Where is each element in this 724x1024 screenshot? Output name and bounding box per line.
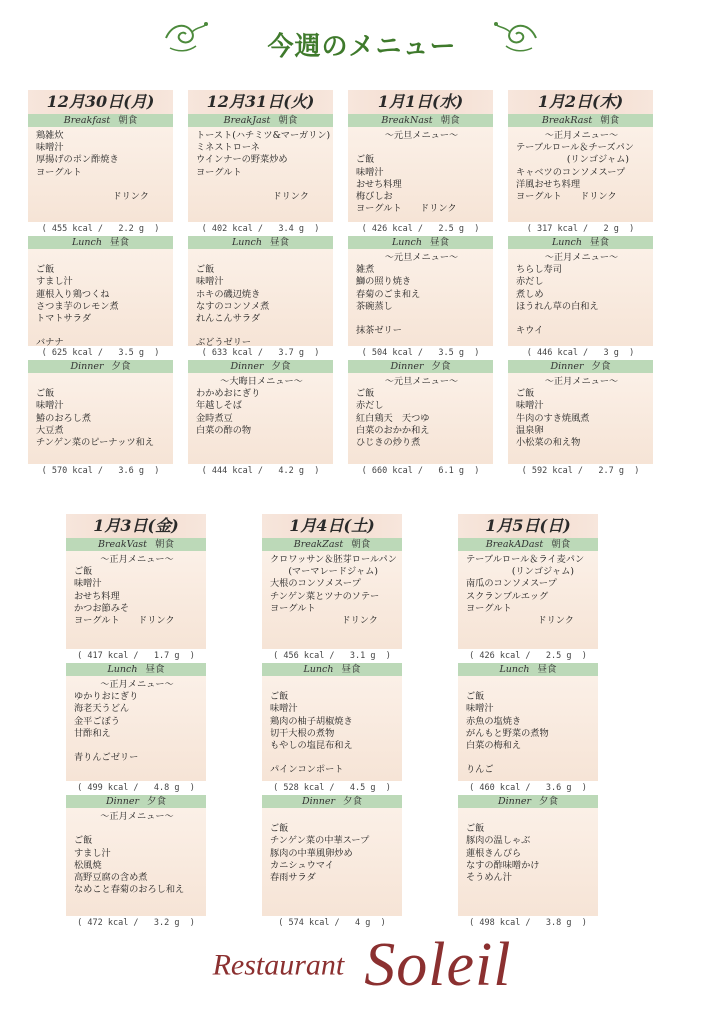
meal-items bbox=[188, 127, 333, 222]
menu-item: ご飯 bbox=[196, 264, 215, 276]
menu-item: 甘酢和え bbox=[74, 727, 111, 739]
nutrition-info: ( 317 kcal / 2 g ) bbox=[526, 224, 635, 234]
meal-block bbox=[66, 538, 206, 663]
menu-item: テーブルロール＆チーズパン bbox=[516, 142, 634, 154]
menu-item bbox=[516, 313, 647, 325]
menu-item: テーブルロール＆ライ麦パン bbox=[466, 554, 585, 565]
menu-item: 味噌汁 bbox=[36, 400, 64, 412]
meal-items bbox=[458, 551, 598, 649]
menu-item: ヨーグルト bbox=[196, 166, 242, 178]
menu-item: ぶどうゼリー bbox=[196, 337, 252, 349]
meal-header bbox=[348, 360, 493, 373]
meal-name-jp: 昼食 bbox=[341, 664, 361, 675]
menu-item: さつま芋のレモン煮 bbox=[36, 300, 119, 312]
meal-block bbox=[458, 538, 598, 663]
meal-name-en: BreakVast bbox=[98, 539, 147, 550]
menu-item: もやしの塩昆布和え bbox=[270, 740, 353, 752]
menu-item: クロワッサン＆胚芽ロールパン bbox=[270, 554, 397, 565]
meal-items bbox=[66, 808, 206, 916]
menu-item bbox=[36, 325, 167, 337]
menu-item: 春菊のごま和え bbox=[356, 288, 421, 300]
menu-item: 牛肉のすき焼風煮 bbox=[516, 412, 590, 424]
meal-header bbox=[458, 663, 598, 676]
menu-item: キャベツのコンソメスープ bbox=[516, 166, 626, 178]
meal-name-jp: 朝食 bbox=[440, 115, 460, 126]
day-column bbox=[262, 514, 402, 930]
meal-items bbox=[348, 127, 493, 222]
menu-item: (リンゴジャム) bbox=[566, 154, 629, 166]
menu-item: 切干大根の煮物 bbox=[270, 727, 335, 739]
menu-item bbox=[466, 679, 592, 691]
footer-restaurant-label: Restaurant bbox=[212, 948, 345, 982]
menu-item: ドリンク bbox=[112, 191, 149, 203]
menu-item: ヨーグルト bbox=[270, 602, 316, 614]
meal-name-en: BreakADast bbox=[485, 539, 544, 550]
meal-name-jp: 昼食 bbox=[269, 237, 289, 248]
nutrition-info: ( 456 kcal / 3.1 g ) bbox=[273, 651, 391, 661]
meal-header bbox=[28, 360, 173, 373]
menu-item: 金時煮豆 bbox=[196, 412, 233, 424]
menu-item: りんご bbox=[466, 764, 494, 776]
meal-name-jp: 昼食 bbox=[145, 664, 165, 675]
nutrition-info: ( 417 kcal / 1.7 g ) bbox=[77, 651, 195, 661]
nutrition-info: ( 499 kcal / 4.8 g ) bbox=[77, 783, 195, 793]
meal-block bbox=[348, 114, 493, 236]
menu-item: バナナ bbox=[36, 337, 64, 349]
menu-item: 赤魚の塩焼き bbox=[466, 715, 522, 727]
footer-restaurant-name: Soleil bbox=[364, 931, 512, 999]
meal-block bbox=[508, 360, 653, 478]
menu-item bbox=[36, 376, 167, 388]
day-date: 12月31日(火) bbox=[188, 90, 333, 114]
meal-name-en: BreakJast bbox=[223, 115, 271, 126]
menu-item: ドリンク bbox=[272, 191, 309, 203]
menu-item: 茶碗蒸し bbox=[356, 300, 393, 312]
menu-item: 白菜のおかか和え bbox=[356, 424, 430, 436]
menu-item: ホキの磯辺焼き bbox=[196, 288, 261, 300]
meal-name-jp: 夕食 bbox=[591, 361, 611, 372]
menu-item: 白菜の梅和え bbox=[466, 740, 522, 752]
menu-item: ヨーグルト ドリンク bbox=[516, 191, 617, 203]
menu-item: ミネストローネ bbox=[196, 142, 260, 154]
day-column bbox=[458, 514, 598, 930]
meal-block bbox=[28, 114, 173, 236]
menu-item: 味噌汁 bbox=[516, 400, 544, 412]
meal-block bbox=[262, 663, 402, 795]
menu-item: ご飯 bbox=[466, 691, 485, 703]
meal-items bbox=[28, 127, 173, 222]
meal-name-en: BreakNast bbox=[381, 115, 433, 126]
menu-item: 梅びしお bbox=[356, 191, 393, 203]
meal-header bbox=[262, 538, 402, 551]
meal-block bbox=[262, 795, 402, 930]
menu-item: ご飯 bbox=[516, 388, 535, 400]
menu-item: 紅白鶏天 天つゆ bbox=[356, 412, 430, 424]
menu-item: ご飯 bbox=[356, 388, 375, 400]
meal-name-jp: 夕食 bbox=[271, 361, 291, 372]
meal-items bbox=[188, 249, 333, 349]
day-date: 1月2日(木) bbox=[508, 90, 653, 114]
meal-block bbox=[28, 360, 173, 478]
menu-item: ちらし寿司 bbox=[516, 264, 562, 276]
menu-item bbox=[270, 752, 396, 764]
meal-block bbox=[348, 360, 493, 478]
meal-name-en: Lunch bbox=[303, 664, 334, 675]
menu-item: ひじきの炒り煮 bbox=[356, 437, 421, 449]
meal-name-en: Dinner bbox=[230, 361, 264, 372]
meal-name-en: Lunch bbox=[72, 237, 102, 248]
menu-item: 抹茶ゼリー bbox=[356, 325, 402, 337]
meal-items bbox=[348, 249, 493, 346]
nutrition-info: ( 426 kcal / 2.5 g ) bbox=[469, 651, 587, 661]
menu-item: ヨーグルト bbox=[36, 166, 82, 178]
meal-block bbox=[508, 114, 653, 236]
menu-item: ウインナーの野菜炒め bbox=[196, 154, 288, 166]
meal-name-en: Breakfast bbox=[63, 115, 111, 126]
day-column bbox=[348, 90, 493, 478]
menu-item: (リンゴジャム) bbox=[511, 566, 574, 578]
meal-name-jp: 夕食 bbox=[343, 796, 363, 807]
menu-item: 小松菜の和え物 bbox=[516, 437, 581, 449]
meal-items bbox=[508, 249, 653, 346]
menu-item bbox=[270, 811, 396, 823]
menu-item: ゆかりおにぎり bbox=[74, 691, 139, 703]
meal-name-jp: 朝食 bbox=[118, 115, 138, 126]
menu-item bbox=[466, 811, 592, 823]
menu-item bbox=[270, 679, 396, 691]
meal-block bbox=[458, 795, 598, 930]
menu-item: 南瓜のコンソメスープ bbox=[466, 578, 557, 590]
meal-header bbox=[188, 236, 333, 249]
special-menu-label: ～元旦メニュー～ bbox=[384, 252, 459, 263]
meal-items bbox=[262, 808, 402, 916]
menu-item: チンゲン菜のピーナッツ和え bbox=[36, 437, 155, 449]
meal-block bbox=[348, 236, 493, 360]
menu-item: なめこと春菊のおろし和え bbox=[74, 884, 185, 896]
nutrition-info: ( 460 kcal / 3.6 g ) bbox=[469, 783, 587, 793]
meal-name-en: Dinner bbox=[390, 361, 424, 372]
menu-item: 厚揚げのポン酢焼き bbox=[36, 154, 119, 166]
special-menu-label: ～大晦日メニュー～ bbox=[220, 376, 303, 387]
meal-block bbox=[188, 360, 333, 478]
meal-items bbox=[458, 676, 598, 781]
menu-item: ご飯 bbox=[74, 566, 93, 578]
meal-header bbox=[348, 114, 493, 127]
menu-item bbox=[74, 740, 200, 752]
meal-block bbox=[508, 236, 653, 360]
meal-name-en: Lunch bbox=[499, 664, 530, 675]
meal-block bbox=[458, 663, 598, 795]
menu-item bbox=[466, 752, 592, 764]
menu-item: ヨーグルト ドリンク bbox=[74, 615, 175, 627]
special-menu-label: ～正月メニュー～ bbox=[100, 554, 174, 565]
nutrition-info: ( 426 kcal / 2.5 g ) bbox=[361, 224, 480, 234]
restaurant-footer bbox=[0, 930, 724, 1001]
menu-item: ヨーグルト bbox=[466, 602, 512, 614]
menu-item: おせち料理 bbox=[356, 178, 402, 190]
nutrition-info: ( 455 kcal / 2.2 g ) bbox=[41, 224, 160, 234]
menu-item bbox=[196, 325, 327, 337]
menu-item: わかめおにぎり bbox=[196, 388, 261, 400]
menu-item: パインコンポート bbox=[270, 764, 344, 776]
menu-item bbox=[74, 823, 200, 835]
menu-item bbox=[356, 142, 487, 154]
nutrition-info: ( 444 kcal / 4.2 g ) bbox=[201, 466, 320, 476]
menu-item: (マーマレードジャム) bbox=[288, 566, 378, 578]
menu-item: そうめん汁 bbox=[466, 872, 512, 884]
special-menu-label: ～正月メニュー～ bbox=[544, 376, 619, 387]
menu-item: 鶏肉の柚子胡椒焼き bbox=[270, 715, 353, 727]
menu-item: すまし汁 bbox=[36, 276, 73, 288]
menu-item: 味噌汁 bbox=[196, 276, 224, 288]
menu-item: 鰤の照り焼き bbox=[356, 276, 412, 288]
page-title: 今週のメニュー bbox=[267, 32, 457, 62]
meal-name-jp: 朝食 bbox=[278, 115, 298, 126]
meal-name-en: Dinner bbox=[105, 796, 140, 807]
menu-item: おせち料理 bbox=[74, 590, 120, 602]
meal-block bbox=[188, 114, 333, 236]
special-menu-label: ～正月メニュー～ bbox=[544, 130, 619, 141]
menu-item bbox=[356, 313, 487, 325]
day-date: 1月1日(水) bbox=[348, 90, 493, 114]
menu-item bbox=[196, 252, 327, 264]
meal-name-jp: 朝食 bbox=[551, 539, 571, 550]
menu-item: ご飯 bbox=[466, 823, 485, 835]
menu-item: 青りんごゼリー bbox=[74, 752, 139, 764]
meal-name-jp: 夕食 bbox=[111, 361, 131, 372]
nutrition-info: ( 574 kcal / 4 g ) bbox=[278, 918, 386, 928]
nutrition-info: ( 446 kcal / 3 g ) bbox=[526, 348, 635, 358]
menu-item: 味噌汁 bbox=[270, 703, 298, 715]
menu-item: 雑煮 bbox=[356, 264, 375, 276]
menu-item: スクランブルエッグ bbox=[466, 590, 549, 602]
menu-item: 大根のコンソメスープ bbox=[270, 578, 361, 590]
meal-name-en: Dinner bbox=[70, 361, 104, 372]
meal-block bbox=[188, 236, 333, 360]
day-date: 12月30日(月) bbox=[28, 90, 173, 114]
menu-item: カニシュウマイ bbox=[270, 859, 334, 871]
menu-item: ご飯 bbox=[36, 264, 55, 276]
menu-item: ご飯 bbox=[270, 691, 289, 703]
menu-item: 洋風おせち料理 bbox=[516, 178, 581, 190]
meal-header bbox=[262, 795, 402, 808]
meal-header bbox=[66, 663, 206, 676]
meal-name-en: Lunch bbox=[107, 664, 138, 675]
day-date: 1月5日(日) bbox=[458, 514, 598, 538]
menu-item: れんこんサラダ bbox=[196, 313, 261, 325]
menu-item: 赤だし bbox=[356, 400, 384, 412]
nutrition-info: ( 570 kcal / 3.6 g ) bbox=[41, 466, 160, 476]
meal-items bbox=[262, 551, 402, 649]
meal-items bbox=[66, 676, 206, 781]
day-date: 1月4日(土) bbox=[262, 514, 402, 538]
nutrition-info: ( 498 kcal / 3.8 g ) bbox=[469, 918, 587, 928]
menu-item: 春雨サラダ bbox=[270, 872, 316, 884]
menu-item: 金平ごぼう bbox=[74, 715, 120, 727]
meal-header bbox=[508, 114, 653, 127]
meal-header bbox=[458, 538, 598, 551]
meal-name-jp: 昼食 bbox=[537, 664, 557, 675]
meal-name-en: Dinner bbox=[301, 796, 336, 807]
menu-item: 松風焼 bbox=[74, 859, 102, 871]
menu-item: ご飯 bbox=[74, 835, 93, 847]
meal-header bbox=[28, 236, 173, 249]
special-menu-label: ～正月メニュー～ bbox=[544, 252, 619, 263]
day-column bbox=[188, 90, 333, 478]
meal-name-en: Lunch bbox=[392, 237, 422, 248]
nutrition-info: ( 633 kcal / 3.7 g ) bbox=[201, 348, 320, 358]
meal-items bbox=[508, 127, 653, 222]
meal-header bbox=[188, 114, 333, 127]
nutrition-info: ( 504 kcal / 3.5 g ) bbox=[361, 348, 480, 358]
meal-header bbox=[458, 795, 598, 808]
menu-item bbox=[196, 179, 327, 191]
meal-name-jp: 夕食 bbox=[431, 361, 451, 372]
day-column bbox=[66, 514, 206, 930]
menu-item: 蓮根きんぴら bbox=[466, 847, 522, 859]
menu-item: 温泉卵 bbox=[516, 424, 544, 436]
meal-name-en: Lunch bbox=[552, 237, 582, 248]
menu-item: 味噌汁 bbox=[36, 142, 64, 154]
meal-name-en: BreakZast bbox=[293, 539, 344, 550]
menu-item: なすの酢味噌かけ bbox=[466, 859, 540, 871]
meal-items bbox=[262, 676, 402, 781]
meal-block bbox=[66, 795, 206, 930]
meal-name-jp: 朝食 bbox=[600, 115, 620, 126]
menu-item: かつお節みそ bbox=[74, 602, 130, 614]
meal-name-en: BreakRast bbox=[541, 115, 593, 126]
meal-block bbox=[28, 236, 173, 360]
menu-item: ドリンク bbox=[341, 615, 378, 627]
meal-header bbox=[28, 114, 173, 127]
meal-block bbox=[66, 663, 206, 795]
flourish-right-ornament bbox=[492, 18, 540, 58]
menu-item: チンゲン菜の中華スープ bbox=[270, 835, 370, 847]
meal-header bbox=[188, 360, 333, 373]
day-column bbox=[28, 90, 173, 478]
special-menu-label: ～元旦メニュー～ bbox=[384, 376, 459, 387]
menu-item: トースト(ハチミツ&マーガリン) bbox=[196, 130, 331, 141]
meal-header bbox=[348, 236, 493, 249]
meal-name-en: Dinner bbox=[497, 796, 532, 807]
menu-item: 年越しそば bbox=[196, 400, 242, 412]
menu-item: 赤だし bbox=[516, 276, 544, 288]
meal-block bbox=[262, 538, 402, 663]
menu-item: 蓮根入り鶏つくね bbox=[36, 288, 110, 300]
menu-item: ご飯 bbox=[36, 388, 55, 400]
menu-item: トマトサラダ bbox=[36, 313, 92, 325]
meal-name-jp: 昼食 bbox=[109, 237, 129, 248]
menu-item: 鶏雑炊 bbox=[36, 130, 64, 141]
meal-items bbox=[28, 249, 173, 349]
nutrition-info: ( 472 kcal / 3.2 g ) bbox=[77, 918, 195, 928]
menu-item: 豚肉の中華風卵炒め bbox=[270, 847, 353, 859]
special-menu-label: ～正月メニュー～ bbox=[100, 679, 174, 690]
menu-item: なすのコンソメ煮 bbox=[196, 300, 270, 312]
menu-item: ドリンク bbox=[537, 615, 574, 627]
menu-item: 味噌汁 bbox=[356, 166, 384, 178]
meal-items bbox=[28, 373, 173, 464]
menu-item: 大豆煮 bbox=[36, 424, 64, 436]
menu-item: キウイ bbox=[516, 325, 544, 337]
menu-item: 海老天うどん bbox=[74, 703, 130, 715]
meal-items bbox=[348, 373, 493, 464]
day-column bbox=[508, 90, 653, 478]
meal-header bbox=[508, 360, 653, 373]
meal-name-en: Lunch bbox=[232, 237, 262, 248]
menu-item: チンゲン菜とツナのソテー bbox=[270, 590, 380, 602]
menu-item bbox=[36, 252, 167, 264]
nutrition-info: ( 625 kcal / 3.5 g ) bbox=[41, 348, 160, 358]
special-menu-label: ～正月メニュー～ bbox=[100, 811, 174, 822]
meal-name-jp: 夕食 bbox=[147, 796, 167, 807]
meal-header bbox=[66, 538, 206, 551]
menu-item: 味噌汁 bbox=[74, 578, 102, 590]
meal-name-jp: 朝食 bbox=[154, 539, 174, 550]
menu-item: 鰆のおろし煮 bbox=[36, 412, 92, 424]
meal-name-en: Dinner bbox=[550, 361, 584, 372]
menu-item: 豚肉の温しゃぶ bbox=[466, 835, 531, 847]
menu-item: 味噌汁 bbox=[466, 703, 494, 715]
nutrition-info: ( 528 kcal / 4.5 g ) bbox=[273, 783, 391, 793]
menu-item: 煮しめ bbox=[516, 288, 544, 300]
meal-items bbox=[188, 373, 333, 464]
meal-header bbox=[262, 663, 402, 676]
meal-name-jp: 夕食 bbox=[539, 796, 559, 807]
meal-name-jp: 朝食 bbox=[351, 539, 371, 550]
nutrition-info: ( 660 kcal / 6.1 g ) bbox=[361, 466, 480, 476]
menu-item: 白菜の酢の物 bbox=[196, 424, 252, 436]
meal-items bbox=[66, 551, 206, 649]
menu-item: 高野豆腐の含め煮 bbox=[74, 872, 148, 884]
menu-item: ご飯 bbox=[356, 154, 375, 166]
menu-item: ご飯 bbox=[270, 823, 289, 835]
nutrition-info: ( 402 kcal / 3.4 g ) bbox=[201, 224, 320, 234]
meal-items bbox=[508, 373, 653, 464]
meal-name-jp: 昼食 bbox=[429, 237, 449, 248]
meal-items bbox=[458, 808, 598, 916]
menu-item: がんもと野菜の煮物 bbox=[466, 727, 549, 739]
menu-item: ヨーグルト ドリンク bbox=[356, 203, 457, 215]
day-date: 1月3日(金) bbox=[66, 514, 206, 538]
meal-name-jp: 昼食 bbox=[589, 237, 609, 248]
menu-item: すまし汁 bbox=[74, 847, 111, 859]
meal-header bbox=[66, 795, 206, 808]
menu-item bbox=[36, 179, 167, 191]
nutrition-info: ( 592 kcal / 2.7 g ) bbox=[521, 466, 640, 476]
special-menu-label: ～元旦メニュー～ bbox=[384, 130, 459, 141]
meal-header bbox=[508, 236, 653, 249]
menu-item: ほうれん草の白和え bbox=[516, 300, 599, 312]
